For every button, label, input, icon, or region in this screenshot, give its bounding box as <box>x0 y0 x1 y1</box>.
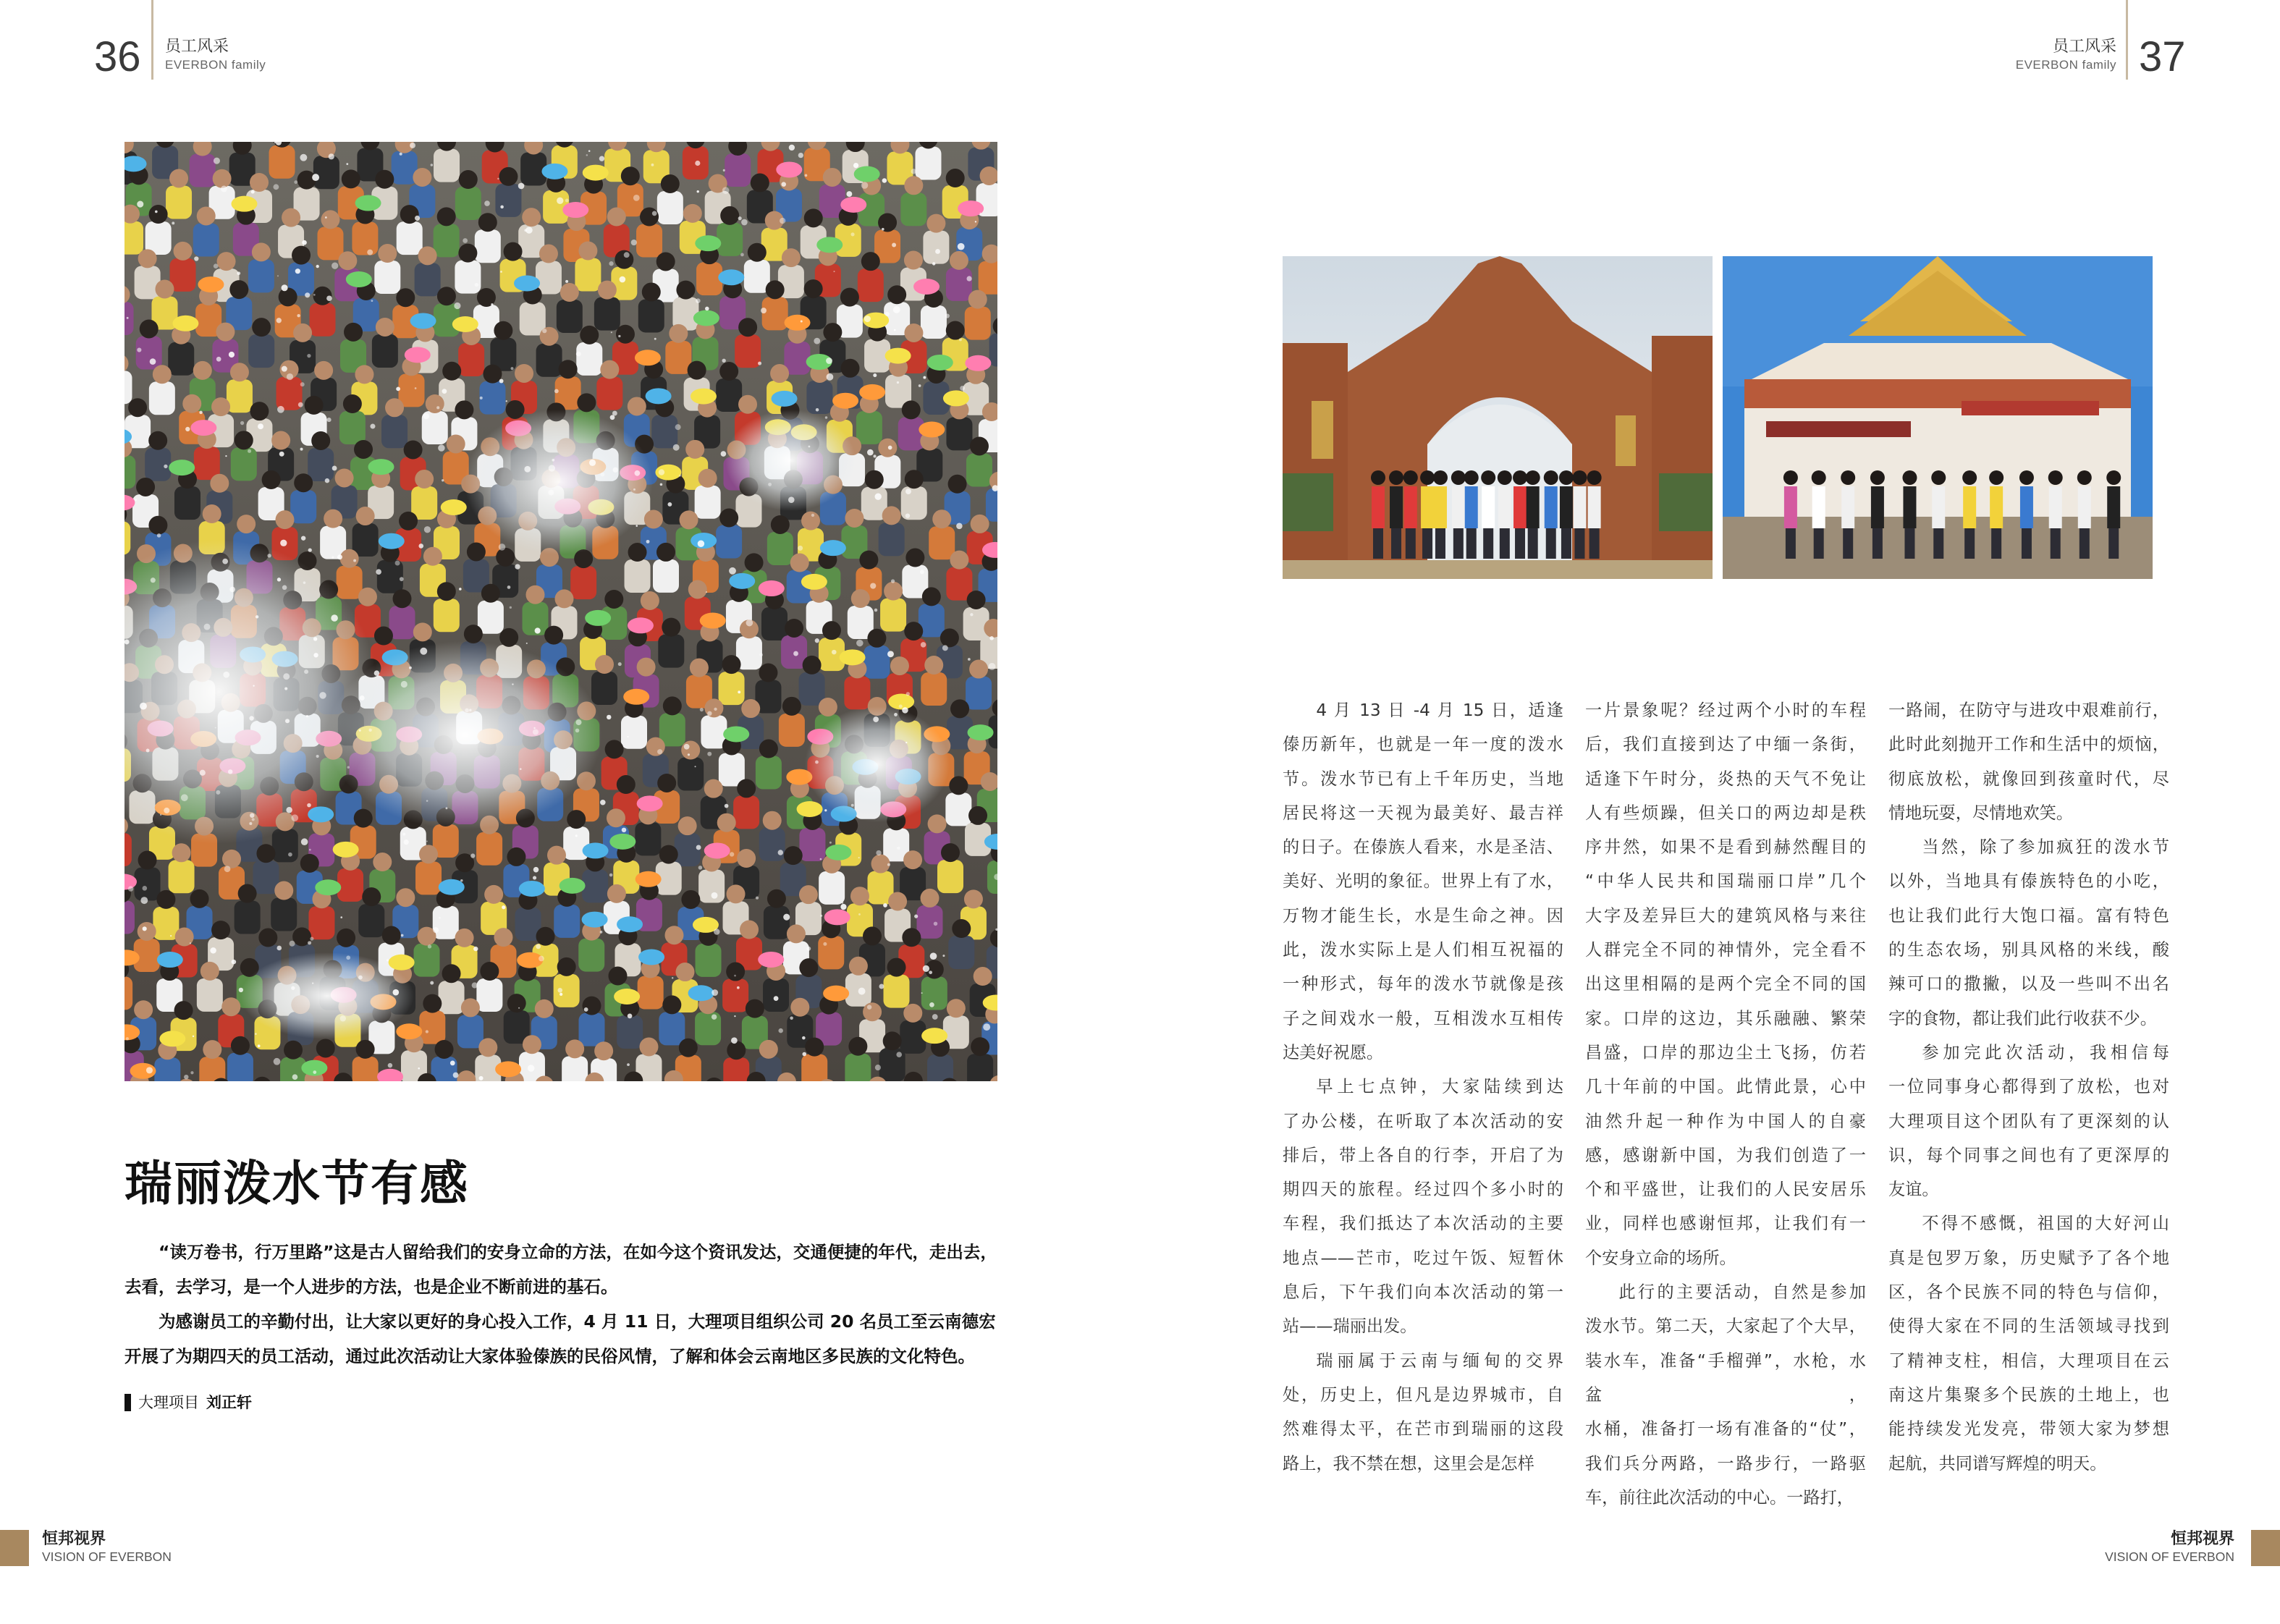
body-line: 然难得太平，在芒市到瑞丽的这段 <box>1283 1419 1563 1439</box>
body-line: 人有些烦躁，但关口的两边却是秩 <box>1585 803 1866 823</box>
byline-department: 大理项目 <box>138 1393 199 1411</box>
byline-author: 刘正轩 <box>206 1393 252 1411</box>
body-line: 彻底放松，就像回到孩童时代，尽 <box>1888 769 2169 789</box>
lead-paragraph-2: 为感谢员工的辛勤付出，让大家以更好的身心投入工作，4 月 11 日，大理项目组织公司 20 名员工至云南德宏开展了为期四天的员工活动，通过此次活动让大家体验傣族的民俗风情，了解和体会云南地区多民族的文化特色。 <box>124 1311 996 1366</box>
water-festival-crowd-photo <box>124 142 997 1081</box>
body-line: 使得大家在不同的生活领域寻找到 <box>1888 1316 2169 1337</box>
right-section-title: 员工风采 <box>2052 38 2116 56</box>
body-line: 水桶，准备打一场有准备的“仗”， <box>1585 1419 1866 1439</box>
body-line: 友谊。 <box>1888 1180 1939 1200</box>
right-section-subtitle: EVERBON family <box>2015 58 2116 72</box>
body-line: 子之间戏水一般，互相泼水互相传 <box>1283 1008 1563 1028</box>
body-line: 泼水节。第二天，大家起了个大早， <box>1585 1316 1866 1337</box>
body-line: 排后，带上各自的行李，开启了为 <box>1283 1145 1563 1165</box>
body-line: 适逢下午时分，炎热的天气不免让 <box>1585 769 1866 789</box>
body-line: 一位同事身心都得到了放松，也对 <box>1888 1077 2169 1097</box>
right-footer-subtitle: VISION OF EVERBON <box>2105 1549 2234 1564</box>
body-line: 达美好祝愿。 <box>1283 1042 1384 1062</box>
left-footer-title: 恒邦视界 <box>42 1530 106 1548</box>
left-footer-subtitle: VISION OF EVERBON <box>42 1549 172 1564</box>
body-line: 了精神支柱，相信，大理项目在云 <box>1888 1350 2169 1371</box>
body-line: 车程，我们抵达了本次活动的主要 <box>1283 1214 1563 1234</box>
ruili-gate-group-photo <box>1283 256 1713 579</box>
body-line: 业，同样也感谢恒邦，让我们有一 <box>1585 1214 1866 1234</box>
left-page-number: 36 <box>94 33 141 80</box>
byline-marker <box>124 1394 131 1411</box>
body-line: 区，各个民族不同的特色与信仰， <box>1888 1282 2169 1303</box>
body-column-1 <box>1283 693 1563 1481</box>
right-header-divider <box>2126 0 2128 80</box>
body-line: 南这片集聚多个民族的土地上，也 <box>1888 1384 2169 1405</box>
body-line: 油然升起一种作为中国人的自豪 <box>1585 1111 1866 1131</box>
body-line: 装水车，准备“手榴弹”，水枪，水盆， <box>1585 1350 1866 1405</box>
body-line: 早上七点钟，大家陆续到达 <box>1316 1077 1563 1097</box>
lead-paragraph-1: “读万卷书，行万里路”这是古人留给我们的安身立命的方法，在如今这个资讯发达，交通便捷的年代，走出去，去看，去学习，是一个人进步的方法，也是企业不断前进的基石。 <box>124 1242 997 1297</box>
body-line: 瑞丽属于云南与缅甸的交界 <box>1316 1350 1563 1371</box>
body-line: 了办公楼，在听取了本次活动的安 <box>1283 1111 1563 1131</box>
left-section-subtitle: EVERBON family <box>165 58 266 72</box>
body-line: 感，感谢新中国，为我们创造了一 <box>1585 1145 1866 1165</box>
body-line: 一片景象呢？经过两个小时的车程 <box>1585 701 1866 720</box>
body-line: 参加完此次活动，我相信每 <box>1922 1042 2169 1062</box>
body-line: 地点——芒市，吃过午饭、短暂休 <box>1283 1248 1563 1268</box>
byline <box>124 1394 252 1411</box>
body-line: 美好、光明的象征。世界上有了水， <box>1283 871 1563 892</box>
right-footer-accent <box>2251 1530 2280 1566</box>
body-column-3 <box>1888 693 2169 1481</box>
body-line: 也让我们此行大饱口福。富有特色 <box>1888 905 2169 926</box>
left-section-title: 员工风采 <box>165 38 229 56</box>
body-line: 一种形式，每年的泼水节就像是孩 <box>1283 974 1563 994</box>
body-line: 节。泼水节已有上千年历史，当地 <box>1283 769 1563 789</box>
body-line: 站——瑞丽出发。 <box>1283 1316 1417 1337</box>
body-line: 的生态农场，别具风格的米线，酸 <box>1888 940 2169 960</box>
body-line: 万物才能生长，水是生命之神。因 <box>1283 905 1563 926</box>
body-line: 个和平盛世，让我们的人民安居乐 <box>1585 1180 1866 1200</box>
body-line: 一路闹，在防守与进攻中艰难前行， <box>1888 701 2169 720</box>
right-page-number: 37 <box>2139 33 2186 80</box>
body-line: 傣历新年，也就是一年一度的泼水 <box>1283 735 1563 755</box>
ruili-port-building-group-photo <box>1723 256 2153 579</box>
body-line: 居民将这一天视为最美好、最吉祥 <box>1283 803 1563 823</box>
body-line: 人群完全不同的神情外，完全看不 <box>1585 940 1866 960</box>
body-line: 处，历史上，但凡是边界城市，自 <box>1283 1384 1563 1405</box>
body-line: 4 月 13 日 -4 月 15 日，适逢 <box>1316 701 1563 720</box>
article-lead <box>124 1235 997 1374</box>
body-line: 不得不感慨，祖国的大好河山 <box>1922 1214 2169 1234</box>
body-line: 几十年前的中国。此情此景，心中 <box>1585 1077 1866 1097</box>
body-line: 出这里相隔的是两个完全不同的国 <box>1585 974 1866 994</box>
body-line: 当然，除了参加疯狂的泼水节 <box>1922 837 2169 858</box>
body-line: 此，泼水实际上是人们相互祝福的 <box>1283 940 1563 960</box>
body-line: 起航，共同谱写辉煌的明天。 <box>1888 1453 2107 1473</box>
body-line: 序井然，如果不是看到赫然醒目的 <box>1585 837 1866 858</box>
body-line: 以外，当地具有傣族特色的小吃， <box>1888 871 2169 892</box>
body-line: 此时此刻抛开工作和生活中的烦恼， <box>1888 735 2169 755</box>
body-line: 昌盛，口岸的那边尘土飞扬，仿若 <box>1585 1042 1866 1062</box>
article-title: 瑞丽泼水节有感 <box>124 1156 469 1211</box>
right-footer-title: 恒邦视界 <box>2170 1530 2234 1548</box>
body-line: 识，每个同事之间也有了更深厚的 <box>1888 1145 2169 1165</box>
body-line: 情地玩耍，尽情地欢笑。 <box>1888 803 2074 823</box>
body-line: 能持续发光发亮，带领大家为梦想 <box>1888 1419 2169 1439</box>
body-line: 个安身立命的场所。 <box>1585 1248 1736 1268</box>
body-line: 后，我们直接到达了中缅一条街， <box>1585 735 1866 755</box>
body-line: 大理项目这个团队有了更深刻的认 <box>1888 1111 2169 1131</box>
left-header-divider <box>151 0 153 80</box>
body-line: 路上，我不禁在想，这里会是怎样 <box>1283 1453 1534 1473</box>
body-line: “中华人民共和国瑞丽口岸”几个 <box>1585 871 1866 892</box>
body-line: 真是包罗万象，历史赋予了各个地 <box>1888 1248 2169 1268</box>
body-line: 车，前往此次活动的中心。一路打， <box>1585 1487 1854 1507</box>
body-line: 息后，下午我们向本次活动的第一 <box>1283 1282 1563 1303</box>
body-line: 字的食物，都让我们此行收获不少。 <box>1888 1008 2157 1028</box>
body-line: 我们兵分两路，一路步行，一路驱 <box>1585 1453 1866 1473</box>
body-column-2 <box>1585 693 1866 1515</box>
left-footer-accent <box>0 1530 29 1566</box>
body-line: 的日子。在傣族人看来，水是圣洁、 <box>1283 837 1563 858</box>
body-line: 大字及差异巨大的建筑风格与来往 <box>1585 905 1866 926</box>
body-line: 此行的主要活动，自然是参加 <box>1618 1282 1866 1303</box>
body-line: 家。口岸的这边，其乐融融、繁荣 <box>1585 1008 1866 1028</box>
body-line: 辣可口的撒撇，以及一些叫不出名 <box>1888 974 2169 994</box>
body-line: 期四天的旅程。经过四个多小时的 <box>1283 1180 1563 1200</box>
